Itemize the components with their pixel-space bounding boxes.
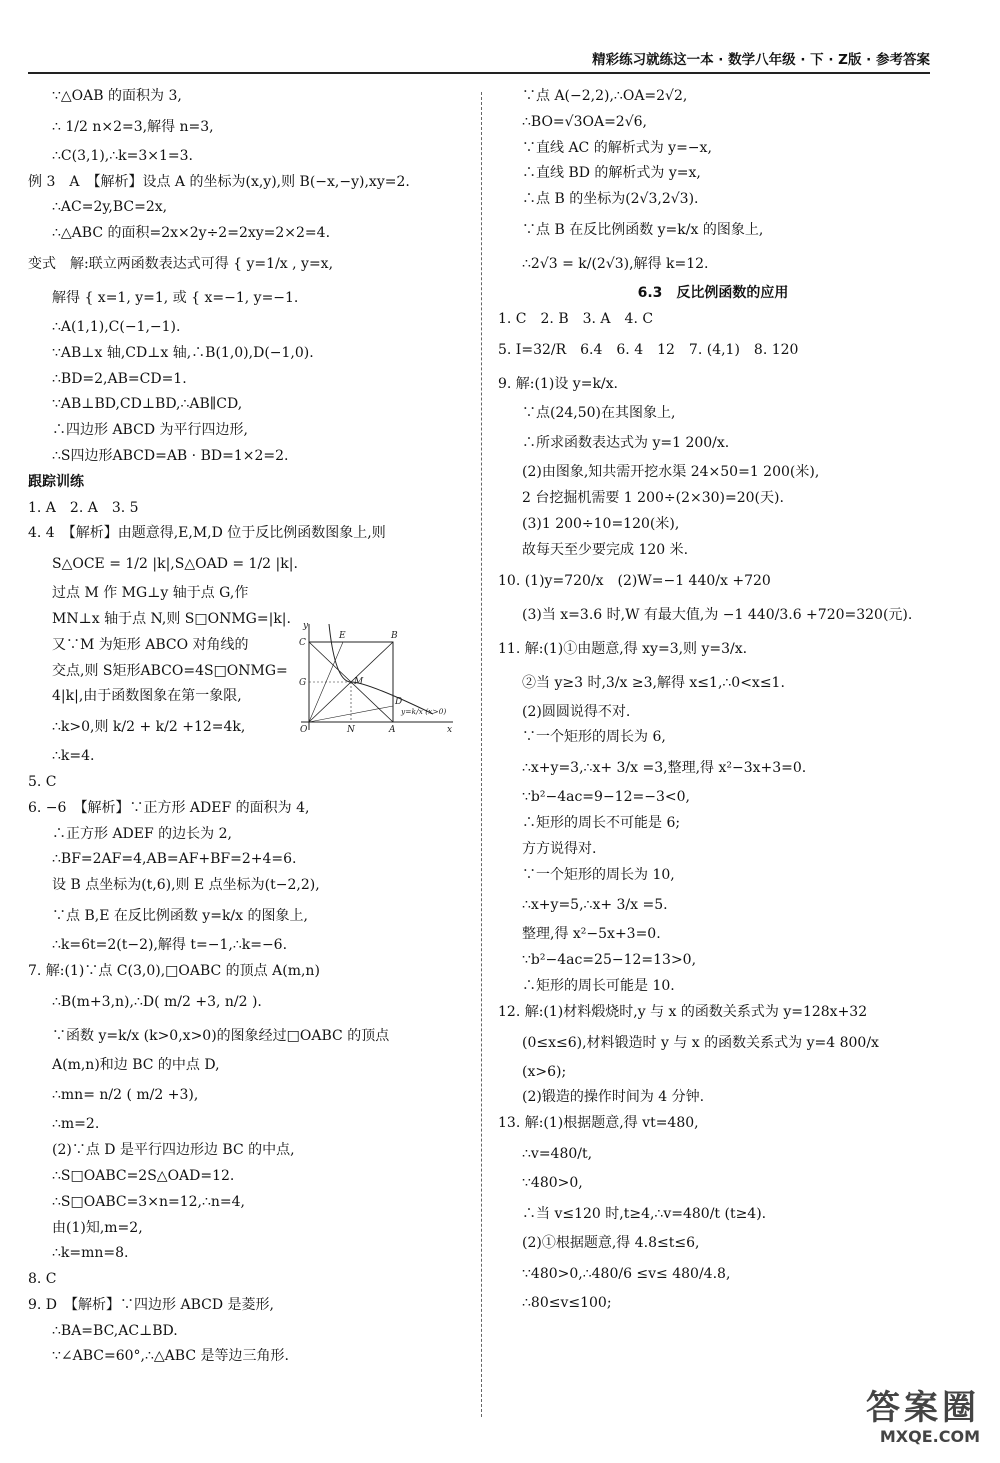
- answer-line: ∴点 B 的坐标为(2√3,2√3).: [522, 191, 699, 208]
- answer-line: ∵b²−4ac=9−12=−3<0,: [522, 789, 690, 806]
- figure-label: y: [303, 621, 309, 631]
- answer-line: ∴B(m+3,n),∴D( m/2 +3, n/2 ).: [52, 993, 262, 1010]
- figure-label: C: [299, 638, 306, 648]
- answer-line: ∴S四边形ABCD=AB · BD=1×2=2.: [52, 447, 289, 464]
- answer-line: ∴当 v≤120 时,t≥4,∴v=480/t (t≥4).: [522, 1205, 767, 1222]
- watermark: [780, 1389, 980, 1449]
- answer-line: 4|k|,由于函数图象在第一象限,: [52, 688, 242, 705]
- figure-label: G: [299, 678, 307, 688]
- answer-line: 解得 { x=1, y=1, 或 { x=−1, y=−1.: [52, 289, 299, 306]
- answer-line: (2)∵点 D 是平行四边形边 BC 的中点,: [52, 1142, 295, 1159]
- answer-line: ∴80≤v≤100;: [522, 1294, 612, 1311]
- answer-line: ∴mn= n/2 ( m/2 +3),: [52, 1087, 199, 1104]
- answer-line: 整理,得 x²−5x+3=0.: [522, 926, 661, 943]
- figure-label: M: [354, 677, 364, 687]
- answer-line: ∵480>0,: [522, 1174, 583, 1191]
- answer-line: ∴A(1,1),C(−1,−1).: [52, 318, 181, 335]
- answer-line: ∵AB⊥x 轴,CD⊥x 轴,∴B(1,0),D(−1,0).: [52, 344, 314, 361]
- answer-line: ∴BF=2AF=4,AB=AF+BF=2+4=6.: [52, 851, 297, 868]
- page-header: 精彩练习就练这一本 · 数学八年级 · 下 · Z版 · 参考答案: [592, 52, 930, 68]
- figure-label: N: [347, 725, 355, 735]
- answer-line: (2)由图象,知共需开挖水渠 24×50=1 200(米),: [522, 464, 820, 481]
- answer-line: 10. (1)y=720/x (2)W=−1 440/x +720: [498, 572, 771, 589]
- answer-line: MN⊥x 轴于点 N,则 S□ONMG=|k|.: [52, 610, 291, 627]
- figure-label: y=k/x (x>0): [401, 707, 447, 716]
- right-column: [498, 84, 928, 1316]
- answer-line: ∵∠ABC=60°,∴△ABC 是等边三角形.: [52, 1348, 289, 1365]
- answer-line: 方方说得对.: [522, 840, 597, 857]
- answer-line: 13. 解:(1)根据题意,得 vt=480,: [498, 1115, 699, 1132]
- answer-line: ∴ 1/2 n×2=3,解得 n=3,: [52, 118, 214, 135]
- header-rule: [28, 72, 930, 74]
- answer-line: 设 B 点坐标为(t,6),则 E 点坐标为(t−2,2),: [52, 877, 320, 894]
- answer-line: ∴k=mn=8.: [52, 1245, 129, 1262]
- answer-line: ∴S□OABC=2S△OAD=12.: [52, 1167, 235, 1184]
- answer-line: ∵点 B,E 在反比例函数 y=k/x 的图象上,: [52, 907, 308, 924]
- answer-line: ∵点 B 在反比例函数 y=k/x 的图象上,: [522, 221, 764, 238]
- answer-line: ∵480>0,∴480/6 ≤v≤ 480/4.8,: [522, 1265, 731, 1282]
- answer-line: 过点 M 作 MG⊥y 轴于点 G,作: [52, 585, 249, 602]
- answer-line: A(m,n)和边 BC 的中点 D,: [52, 1056, 220, 1073]
- answer-line: ∴k=4.: [52, 748, 95, 765]
- answer-line: ∴S□OABC=3×n=12,∴n=4,: [52, 1193, 245, 1210]
- answer-line: ∴v=480/t,: [522, 1145, 593, 1162]
- figure-label: O: [300, 725, 308, 735]
- answer-line: 2 台挖掘机需要 1 200÷(2×30)=20(天).: [522, 490, 784, 507]
- answer-line: (2)①根据题意,得 4.8≤t≤6,: [522, 1234, 700, 1251]
- answer-line: S△OCE = 1/2 |k|,S△OAD = 1/2 |k|.: [52, 556, 298, 573]
- answer-line: ∴m=2.: [52, 1116, 100, 1133]
- figure-label: B: [391, 631, 398, 641]
- figure-label: x: [447, 725, 453, 735]
- answer-line: ∴k>0,则 k/2 + k/2 +12=4k,: [52, 719, 246, 736]
- answer-line: 1. C 2. B 3. A 4. C: [498, 310, 654, 327]
- watermark-logo: 答案圈: [866, 1388, 980, 1428]
- answer-line: ∴正方形 ADEF 的边长为 2,: [52, 825, 232, 842]
- answer-line: ∵b²−4ac=25−12=13>0,: [522, 952, 697, 969]
- answer-line: ②当 y≥3 时,3/x ≥3,解得 x≤1,∴0<x≤1.: [522, 674, 785, 691]
- answer-line: ∴四边形 ABCD 为平行四边形,: [52, 422, 248, 439]
- answer-line: 9. D 【解析】∵四边形 ABCD 是菱形,: [28, 1296, 274, 1313]
- figure-label: E: [339, 631, 346, 641]
- answer-line: ∴C(3,1),∴k=3×1=3.: [52, 147, 194, 164]
- figure-label: D: [395, 697, 403, 707]
- answer-line: (x>6);: [522, 1063, 567, 1080]
- answer-line: ∴直线 BD 的解析式为 y=x,: [522, 165, 701, 182]
- answer-line: 1. A 2. A 3. 5: [28, 499, 139, 516]
- answer-line: (0≤x≤6),材料锻造时 y 与 x 的函数关系式为 y=4 800/x: [522, 1034, 879, 1051]
- answer-line: ∴矩形的周长可能是 10.: [522, 977, 675, 994]
- answer-line: 6.3 反比例函数的应用: [637, 284, 789, 301]
- answer-line: 7. 解:(1)∵点 C(3,0),□OABC 的顶点 A(m,n): [28, 962, 320, 979]
- answer-line: 4. 4 【解析】由题意得,E,M,D 位于反比例函数图象上,则: [28, 525, 386, 542]
- answer-line: ∴矩形的周长不可能是 6;: [522, 814, 681, 831]
- answer-line: ∵一个矩形的周长为 10,: [522, 866, 675, 883]
- answer-line: ∴BO=√3OA=2√6,: [522, 113, 647, 130]
- answer-line: 故每天至少要完成 120 米.: [522, 541, 689, 558]
- answer-line: 11. 解:(1)①由题意,得 xy=3,则 y=3/x.: [498, 640, 748, 657]
- answer-line: (3)1 200÷10=120(米),: [522, 515, 680, 532]
- answer-line: ∴BD=2,AB=CD=1.: [52, 370, 187, 387]
- answer-line: ∵直线 AC 的解析式为 y=−x,: [522, 139, 712, 156]
- answer-line: 6. −6 【解析】∵正方形 ADEF 的面积为 4,: [28, 799, 310, 816]
- answer-line: (3)当 x=3.6 时,W 有最大值,为 −1 440/3.6 +720=320(元).: [522, 606, 913, 623]
- answer-line: ∴△ABC 的面积=2x×2y÷2=2xy=2×2=4.: [52, 225, 331, 242]
- answer-line: 8. C: [28, 1271, 57, 1288]
- column-divider: [481, 92, 482, 1417]
- answer-line: ∴k=6t=2(t−2),解得 t=−1,∴k=−6.: [52, 936, 288, 953]
- answer-line: ∵点 A(−2,2),∴OA=2√2,: [522, 88, 688, 104]
- answer-line: 5. C: [28, 773, 57, 790]
- answer-line: ∴所求函数表达式为 y=1 200/x.: [522, 435, 730, 452]
- watermark-url: MXQE.COM: [879, 1427, 980, 1446]
- answer-line: 例 3 A 【解析】设点 A 的坐标为(x,y),则 B(−x,−y),xy=2.: [28, 173, 410, 190]
- answer-line: ∴AC=2y,BC=2x,: [52, 199, 168, 216]
- answer-line: 交点,则 S矩形ABCO=4S□ONMG=: [52, 662, 288, 679]
- answer-line: ∴BA=BC,AC⊥BD.: [52, 1322, 178, 1339]
- hyperbola-figure: [283, 618, 463, 736]
- answer-line: ∵△OAB 的面积为 3,: [52, 88, 182, 104]
- answer-line: 又∵M 为矩形 ABCO 对角线的: [52, 636, 249, 653]
- answer-line: 5. I=32/R 6.4 6. 4 12 7. (4,1) 8. 120: [498, 341, 799, 358]
- answer-line: ∴x+y=3,∴x+ 3/x =3,整理,得 x²−3x+3=0.: [522, 760, 807, 777]
- answer-line: ∵函数 y=k/x (k>0,x>0)的图象经过□OABC 的顶点: [52, 1027, 390, 1044]
- answer-line: (2)圆圆说得不对.: [522, 703, 631, 720]
- answer-line: ∵AB⊥BD,CD⊥BD,∴AB∥CD,: [52, 396, 243, 413]
- answer-line: 12. 解:(1)材料煅烧时,y 与 x 的函数关系式为 y=128x+32: [498, 1003, 868, 1020]
- answer-line: ∴2√3 = k/(2√3),解得 k=12.: [522, 255, 709, 272]
- answer-line: ∵点(24,50)在其图象上,: [522, 404, 676, 421]
- answer-line: (2)锻造的操作时间为 4 分钟.: [522, 1089, 705, 1106]
- answer-line: 变式 解:联立两函数表达式可得 { y=1/x , y=x,: [28, 255, 334, 272]
- answer-line: 由(1)知,m=2,: [52, 1219, 143, 1236]
- figure-label: A: [389, 725, 396, 735]
- answer-line: ∴x+y=5,∴x+ 3/x =5.: [522, 897, 668, 914]
- answer-line: 跟踪训练: [28, 473, 84, 490]
- answer-line: ∵一个矩形的周长为 6,: [522, 729, 666, 746]
- answer-line: 9. 解:(1)设 y=k/x.: [498, 375, 618, 392]
